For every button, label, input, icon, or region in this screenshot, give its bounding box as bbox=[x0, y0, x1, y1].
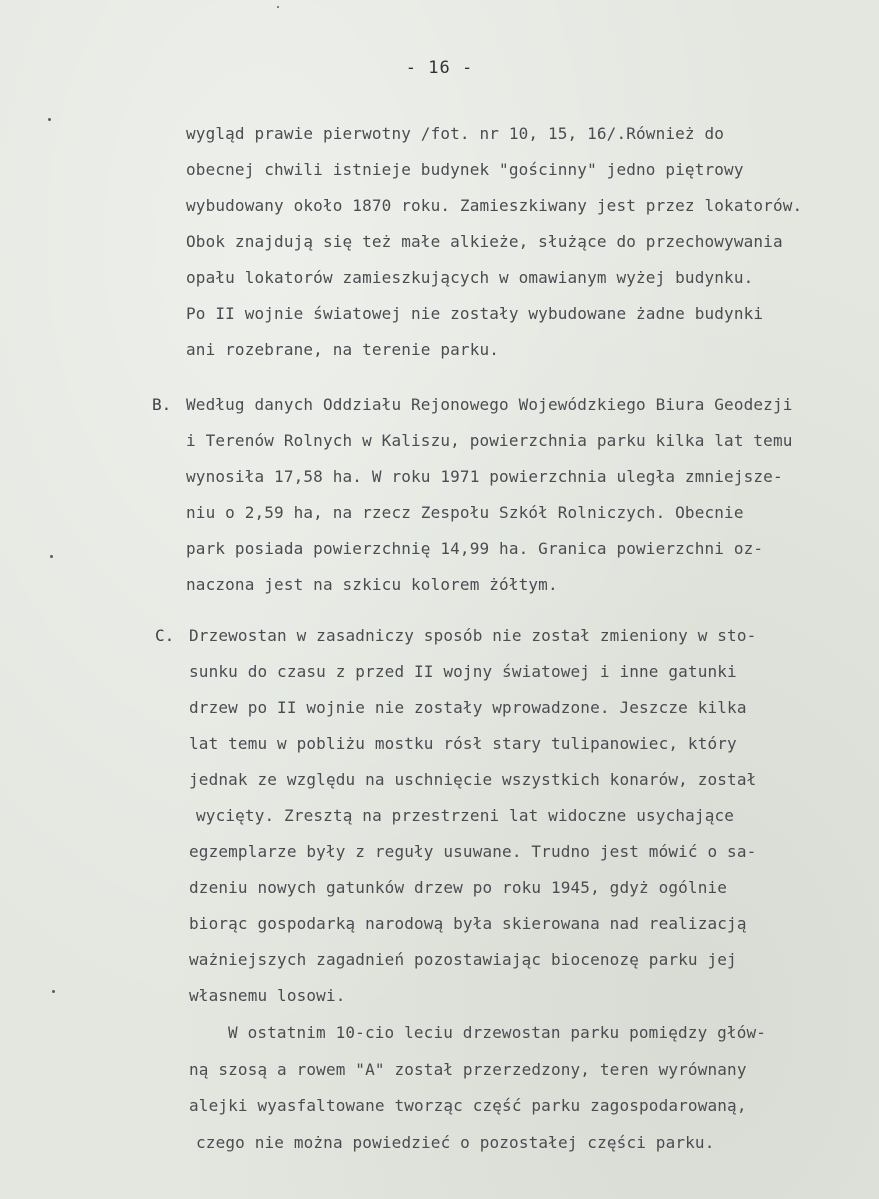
text-line: lat temu w pobliżu mostku rósł stary tulipanowiec, który bbox=[189, 734, 737, 753]
scan-speck bbox=[48, 118, 51, 121]
text-line: opału lokatorów zamieszkujących w omawianym wyżej budynku. bbox=[186, 268, 754, 287]
text-line: egzemplarze były z reguły usuwane. Trudno jest mówić o sa- bbox=[189, 842, 757, 861]
scan-speck bbox=[52, 990, 55, 993]
text-line: Drzewostan w zasadniczy sposób nie został zmieniony w sto- bbox=[189, 626, 757, 645]
text-line: dzeniu nowych gatunków drzew po roku 1945, gdyż ogólnie bbox=[189, 878, 728, 897]
text-line: obecnej chwili istnieje budynek "gościnny" jedno piętrowy bbox=[186, 160, 744, 179]
scan-speck bbox=[50, 555, 53, 558]
text-line: naczona jest na szkicu kolorem żółtym. bbox=[186, 575, 558, 594]
text-line: wybudowany około 1870 roku. Zamieszkiwany jest przez lokatorów. bbox=[186, 196, 803, 215]
text-line: niu o 2,59 ha, na rzecz Zespołu Szkół Rolniczych. Obecnie bbox=[186, 503, 744, 522]
text-line: ną szosą a rowem "A" został przerzedzony, teren wyrównany bbox=[189, 1060, 747, 1079]
section-marker: C. bbox=[155, 626, 175, 645]
section-marker: B. bbox=[152, 395, 172, 414]
text-line: alejki wyasfaltowane tworząc część parku zagospodarowaną, bbox=[189, 1096, 747, 1115]
text-line: wycięty. Zresztą na przestrzeni lat widoczne usychające bbox=[196, 806, 735, 825]
text-line: sunku do czasu z przed II wojny światowej i inne gatunki bbox=[189, 662, 737, 681]
page-number: - 16 - bbox=[405, 58, 474, 78]
text-line: wynosiła 17,58 ha. W roku 1971 powierzchnia uległa zmniejsze- bbox=[186, 467, 783, 486]
text-line: Obok znajdują się też małe alkieże, służące do przechowywania bbox=[186, 232, 783, 251]
text-line: Po II wojnie światowej nie zostały wybudowane żadne budynki bbox=[186, 304, 764, 323]
text-line: biorąc gospodarką narodową była skierowana nad realizacją bbox=[189, 914, 747, 933]
text-line: jednak ze względu na uschnięcie wszystkich konarów, został bbox=[189, 770, 757, 789]
text-line: park posiada powierzchnię 14,99 ha. Granica powierzchni oz- bbox=[186, 539, 764, 558]
text-line: własnemu losowi. bbox=[189, 986, 346, 1005]
text-line: ani rozebrane, na terenie parku. bbox=[186, 340, 500, 359]
text-line: wygląd prawie pierwotny /fot. nr 10, 15, 16/.Również do bbox=[186, 124, 725, 143]
scan-speck bbox=[277, 6, 279, 8]
text-line: czego nie można powiedzieć o pozostałej części parku. bbox=[196, 1133, 715, 1152]
text-line: ważniejszych zagadnień pozostawiając biocenozę parku jej bbox=[189, 950, 737, 969]
text-line: i Terenów Rolnych w Kaliszu, powierzchnia parku kilka lat temu bbox=[186, 431, 793, 450]
text-line: drzew po II wojnie nie zostały wprowadzone. Jeszcze kilka bbox=[189, 698, 747, 717]
text-line: Według danych Oddziału Rejonowego Wojewódzkiego Biura Geodezji bbox=[186, 395, 793, 414]
text-line: W ostatnim 10-cio leciu drzewostan parku pomiędzy głów- bbox=[228, 1023, 767, 1042]
